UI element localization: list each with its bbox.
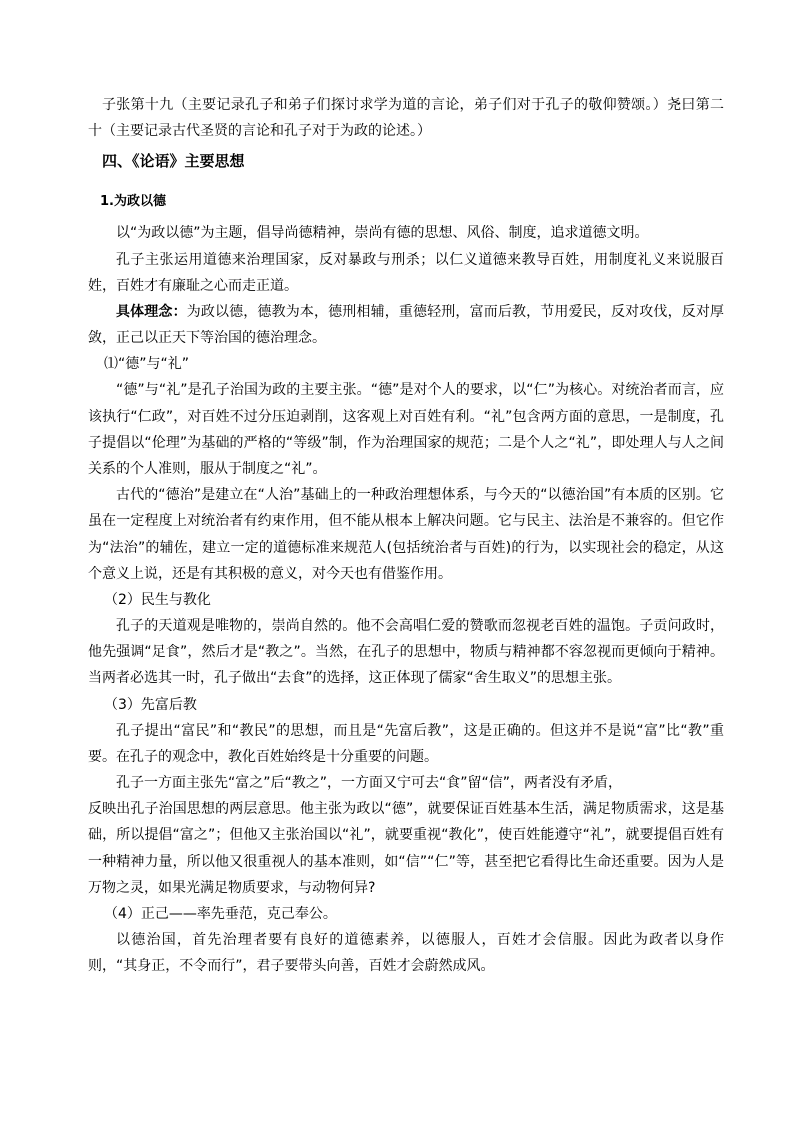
- paragraph-9: 以德治国，首先治理者要有良好的道德素养，以德服人，百姓才会信服。因此为政者以身作则，“其身正，不令而行”，君子要带头向善，百姓才会蔚然成风。: [88, 932, 724, 975]
- section-heading: 四、《论语》主要思想: [102, 152, 245, 171]
- paragraph-7: 孔子提出“富民”和“教民”的思想，而且是“先富后教”，这是正确的。但这并不是说“富”比“教”重要。在孔子的观念中，教化百姓始终是十分重要的问题。: [88, 722, 724, 765]
- paragraph-3-text: 为政以德，德教为本，德刑相辅，重德轻刑，富而后教，节用爱民，反对攻伐，反对厚敛，正己以正天下等治国的德治理念。: [88, 304, 725, 347]
- document-body: [88, 92, 724, 979]
- paragraph-8b: 反映出孔子治国思想的两层意思。他主张为政以“德”，就要保证百姓基本生活，满足物质需求，这是基础，所以提倡“富之”；但他又主张治国以“礼”，就要重视“教化”，使百姓能遵守“礼”，就要提倡百姓有一种精神力量，所以他又很重视人的基本准则，如“信”“仁”等，甚至把它看得比生命还重要。因为人是万物之灵，如果光满足物质要求，与动物何异?: [88, 801, 724, 896]
- paragraph-5: 古代的“德治”是建立在“人治”基础上的一种政治理想体系，与今天的“以德治国”有本质的区别。它虽在一定程度上对统治者有约束作用，但不能从根本上解决问题。它与民主、法治是不兼容的。但它作为“法治”的辅佐，建立一定的道德标准来规范人(包括统治者与百姓)的行为，以实现社会的稳定，从这个意义上说，还是有其积极的意义，对今天也有借鉴作用。: [88, 487, 724, 582]
- item-heading-4: （4）正己——率先垂范，克己奉公。: [104, 906, 337, 923]
- paragraph-6: 孔子的天道观是唯物的，崇尚自然的。他不会高唱仁爱的赞歌而忽视老百姓的温饱。子贡问政时，他先强调“足食”，然后才是“教之”。当然，在孔子的思想中，物质与精神都不容忽视而更倾向于精神。当两者必选其一时，孔子做出“去食”的选择，这正体现了儒家“舍生取义”的思想主张。: [88, 618, 724, 687]
- paragraph-3-label: 具体理念：: [116, 304, 187, 321]
- item-heading-1: ⑴“德”与“礼”: [104, 356, 190, 373]
- paragraph-4: “德”与“礼”是孔子治国为政的主要主张。“德”是对个人的要求，以“仁”为核心。对统治者而言，应该执行“仁政”，对百姓不过分压迫剥削，这客观上对百姓有利。“礼”包含两方面的意思，一是制度，孔子提倡以“伦理”为基础的严格的“等级”制，作为治理国家的规范；二是个人之“礼”，即处理人与人之间关系的个人准则，服从于制度之“礼”。: [88, 382, 724, 478]
- sub-heading: 1.为政以德: [100, 194, 166, 210]
- item-heading-2: （2）民生与教化: [104, 592, 211, 609]
- paragraph-1: 以“为政以德”为主题，倡导尚德精神，崇尚有德的思想、风俗、制度，追求道德文明。: [116, 225, 649, 242]
- intro-paragraph: 子张第十九（主要记录孔子和弟子们探讨求学为道的言论，弟子们对于孔子的敬仰赞颂。）尧曰第二十（主要记录古代圣贤的言论和孔子对于为政的论述。）: [88, 97, 724, 140]
- paragraph-3: [88, 299, 724, 351]
- paragraph-2: 孔子主张运用道德来治理国家，反对暴政与刑杀；以仁义道德来教导百姓，用制度礼义来说服百姓，百姓才有廉耻之心而走正道。: [88, 251, 724, 294]
- item-heading-3: （3）先富后教: [104, 696, 197, 713]
- paragraph-8a: 孔子一方面主张先“富之”后“教之”，一方面又宁可去“食”留“信”，两者没有矛盾，: [116, 775, 623, 792]
